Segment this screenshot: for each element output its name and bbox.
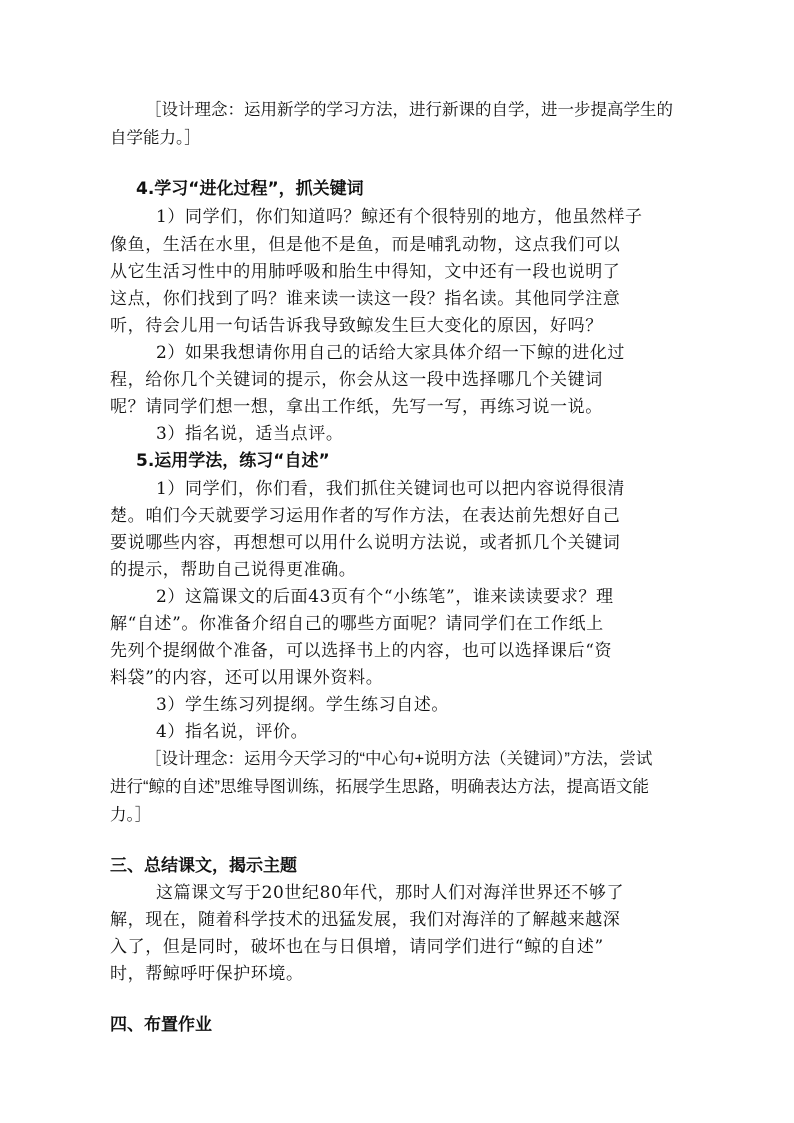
paragraph-line: 像鱼，生活在水里，但是他不是鱼，而是哺乳动物，这点我们可以 [110,235,621,255]
design-note-1-line-2: 自学能力。］ [110,129,201,147]
design-note-2-line-2: 进行“鲸的自述”思维导图训练，拓展学生思路，明确表达方法，提高语文能 [110,778,649,796]
paragraph-line: 解“自述”。你准备介绍自己的哪些方面呢？请同学们在工作纸上 [110,614,604,634]
paragraph-line: 的提示，帮助自己说得更准确。 [110,560,357,580]
design-note-2-line-3: 力。］ [110,806,152,824]
paragraph-line: 1）同学们，你们看，我们抓住关键词也可以把内容说得很清 [156,479,626,499]
section-5-heading: 5.运用学法，练习“自述” [136,451,330,471]
paragraph-line: 听，待会儿用一句话告诉我导致鲸发生巨大变化的原因，好吗？ [110,316,603,336]
paragraph-line: 2）如果我想请你用自己的话给大家具体介绍一下鲸的进化过 [156,343,626,363]
paragraph-line: 先列个提纲做个准备，可以选择书上的内容，也可以选择课后“资 [110,641,613,661]
section-4-homework-heading: 四、布置作业 [110,1015,212,1035]
paragraph-line: 从它生活习性中的用肺呼吸和胎生中得知，文中还有一段也说明了 [110,262,621,282]
paragraph-line: 1）同学们，你们知道吗？鲸还有个很特别的地方，他虽然样子 [156,207,643,227]
paragraph-line: 2）这篇课文的后面43页有个“小练笔”，谁来读读要求？理 [156,587,614,607]
section-4-heading: 4.学习“进化过程”，抓关键词 [136,179,364,199]
paragraph-line: 程，给你几个关键词的提示，你会从这一段中选择哪几个关键词 [110,370,603,390]
paragraph-line: 3）学生练习列提纲。学生练习自述。 [156,695,450,715]
paragraph-line: 楚。咱们今天就要学习运用作者的写作方法，在表达前先想好自己 [110,506,621,526]
paragraph-line: 4）指名说，评价。 [156,722,309,742]
paragraph-line: 呢？请同学们想一想，拿出工作纸，先写一写，再练习说一说。 [110,397,603,417]
design-note-1-line-1: ［设计理念：运用新学的学习方法，进行新课的自学，进一步提高学生的 [145,101,673,119]
paragraph-line: 解，现在，随着科学技术的迅猛发展，我们对海洋的了解越来越深 [110,910,621,930]
paragraph-line: 入了，但是同时，破坏也在与日俱增，请同学们进行“鲸的自述” [110,937,604,957]
paragraph-line: 时，帮鲸呼吁保护环境。 [110,964,304,984]
paragraph-line: 要说哪些内容，再想想可以用什么说明方法说，或者抓几个关键词 [110,533,621,553]
paragraph-line: 料袋”的内容，还可以用课外资料。 [110,668,384,688]
section-3-heading: 三、总结课文，揭示主题 [110,856,297,876]
paragraph-line: 3）指名说，适当点评。 [156,424,344,444]
design-note-2-line-1: ［设计理念：运用今天学习的“中心句+说明方法（关键词）”方法，尝试 [145,750,653,768]
paragraph-line: 这篇课文写于20世纪80年代，那时人们对海洋世界还不够了 [156,883,625,903]
paragraph-line: 这点，你们找到了吗？谁来读一读这一段？指名读。其他同学注意 [110,289,621,309]
